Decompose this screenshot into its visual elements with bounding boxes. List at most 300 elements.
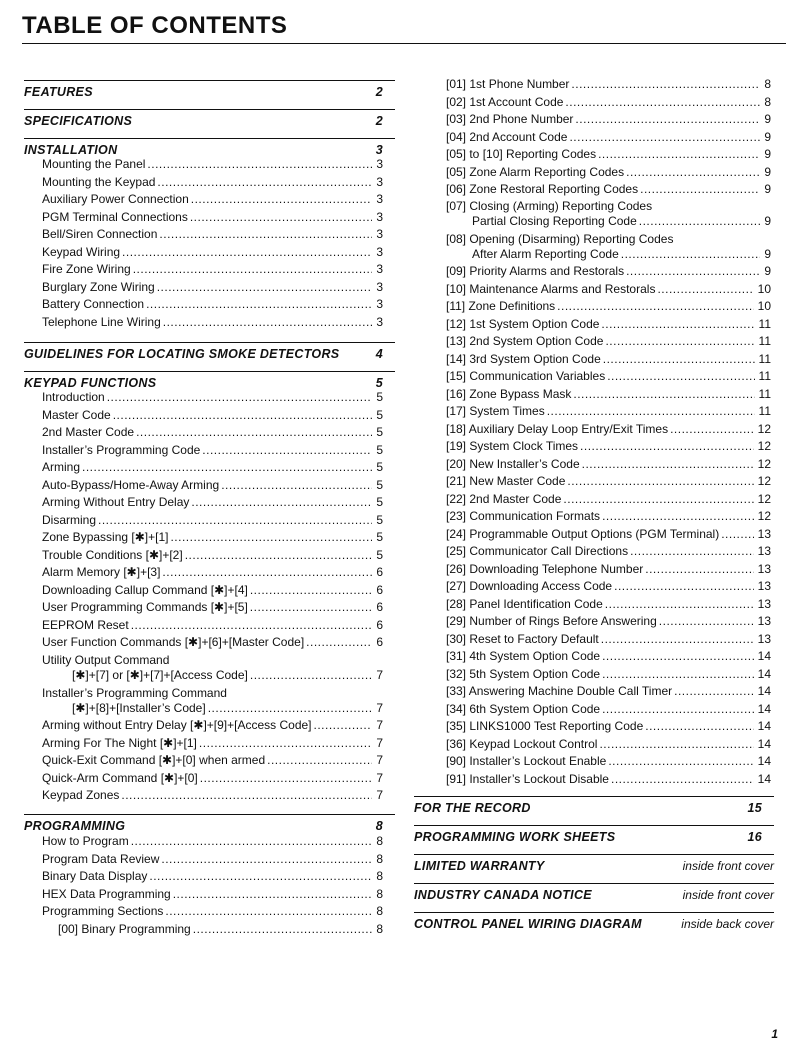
toc-entry[interactable] [446,181,771,198]
entry-continuation [472,246,771,263]
entry-title: [20] New Installer’s Code [446,456,580,471]
entry-continuation [72,667,383,684]
toc-entry[interactable] [42,851,383,868]
toc-entry[interactable] [446,718,771,735]
entry-page: 8 [764,77,771,91]
leader-dots [191,191,373,208]
entry-title: Downloading Callup Command [✱]+[4] [42,582,248,597]
toc-section-features[interactable] [24,80,395,103]
entry-title: [07] Closing (Arming) Reporting Codes [446,199,653,213]
toc-section-wiring-diagram[interactable] [414,912,774,935]
entry-title: How to Program [42,834,129,848]
entry-page: 9 [764,182,771,196]
toc-entry[interactable] [42,424,383,441]
leader-dots [557,298,753,315]
leader-dots [602,701,754,718]
leader-dots [571,76,760,93]
entry-title: EEPROM Reset [42,617,129,632]
entry-title: Arming without Entry Delay [✱]+[9]+[Access Code] [42,718,312,732]
entry-page: 9 [764,147,771,161]
entry-page: 3 [376,279,383,294]
leader-dots [573,386,754,403]
leader-dots [547,403,755,420]
leader-dots [721,526,753,543]
leader-dots [250,582,372,599]
leader-dots [250,599,373,616]
entry-title: [13] 2nd System Option Code [446,334,604,348]
entry-page: 11 [758,334,771,348]
entry-page: 14 [757,684,771,698]
entry-title: [22] 2nd Master Code [446,491,562,506]
leader-dots [602,648,754,665]
entry-page: 13 [757,631,771,646]
section-title: CONTROL PANEL WIRING DIAGRAM [414,917,642,931]
entry-title: [12] 1st System Option Code [446,316,600,331]
entry-title: [21] New Master Code [446,474,566,488]
section-title: FEATURES [24,85,93,99]
entry-title: 2nd Master Code [42,425,135,439]
leader-dots [170,529,372,546]
entry-title: [03] 2nd Phone Number [446,112,574,126]
leader-dots [149,868,372,885]
entry-page: 5 [376,495,383,509]
entry-page: 12 [757,421,771,436]
leader-dots [645,561,753,578]
toc-entry[interactable] [42,886,383,903]
entry-page: 7 [376,753,383,767]
leader-dots [601,631,754,648]
toc-entry[interactable] [42,770,383,787]
entry-title: [09] Priority Alarms and Restorals [446,264,625,278]
entry-title: Program Data Review [42,851,160,866]
leader-dots [599,736,753,753]
entry-page: 8 [376,851,383,866]
toc-entry[interactable] [446,578,771,595]
section-title: INSTALLATION [24,143,118,157]
entry-title: [15] Communication Variables [446,369,606,383]
entry-page: 9 [764,214,771,228]
section-page: 15 [747,801,762,815]
leader-dots [208,700,373,717]
toc-entry[interactable] [446,666,771,683]
title-rule [22,43,786,44]
toc-entry[interactable] [446,386,771,403]
entry-title: Burglary Zone Wiring [42,279,155,294]
leader-dots [580,438,754,455]
toc-entry[interactable] [446,368,771,385]
entry-page: 8 [376,904,383,918]
section-title: PROGRAMMING WORK SHEETS [414,830,616,844]
entry-title: [08] Opening (Disarming) Reporting Codes [446,232,674,246]
toc-entry[interactable] [42,903,383,920]
leader-dots [569,129,760,146]
toc-entry[interactable] [446,683,771,700]
toc-entry[interactable] [42,314,383,331]
entry-continuation [472,213,771,230]
leader-dots [607,368,754,385]
entry-title: Master Code [42,407,111,422]
toc-entry[interactable] [42,787,383,804]
entry-page: 3 [376,262,383,276]
entry-title: [26] Downloading Telephone Number [446,561,644,576]
entry-page: 6 [376,582,383,597]
leader-dots [146,296,372,313]
entry-page: 5 [376,530,383,544]
entry-title: Quick-Exit Command [✱]+[0] when armed [42,753,266,767]
entry-title: Installer’s Programming Code [42,442,201,457]
toc-entry[interactable] [42,617,383,634]
section-title: SPECIFICATIONS [24,114,133,128]
leader-dots [191,494,372,511]
entry-page: 7 [376,701,383,715]
toc-entry[interactable] [42,459,383,476]
toc-section-for-the-record[interactable] [414,796,774,819]
section-title: FOR THE RECORD [414,801,531,815]
leader-dots [199,735,372,752]
entry-page: 3 [376,314,383,329]
toc-entry[interactable] [446,561,771,578]
leader-dots [630,543,754,560]
entry-title: Arming For The Night [✱]+[1] [42,735,197,750]
section-page: 5 [375,376,383,390]
entry-page: 8 [376,834,383,848]
leader-dots [221,477,372,494]
entry-title: [04] 2nd Account Code [446,129,568,144]
toc-entry[interactable] [446,456,771,473]
toc-entry[interactable] [42,209,383,226]
entry-title: Introduction [42,390,105,404]
entry-page: 10 [757,281,771,296]
entry-page: 10 [757,299,771,313]
entry-page: 3 [376,227,383,241]
leader-dots [113,407,373,424]
entry-title: Mounting the Keypad [42,174,156,189]
leader-dots [159,226,372,243]
leader-dots [575,111,760,128]
entry-title: Zone Bypassing [✱]+[1] [42,530,169,544]
entry-page: 12 [757,439,771,453]
entry-title: [33] Answering Machine Double Call Timer [446,684,673,698]
entry-page: 13 [757,526,771,541]
toc-section-guidelines[interactable] [24,342,395,365]
section-title: KEYPAD FUNCTIONS [24,376,157,390]
page-title: TABLE OF CONTENTS [22,12,288,39]
entry-title: [18] Auxiliary Delay Loop Entry/Exit Times [446,421,669,436]
toc-entry[interactable] [446,771,771,788]
toc-entry[interactable] [42,529,383,546]
toc-entry[interactable] [42,564,383,581]
entry-title: [25] Communicator Call Directions [446,544,629,558]
entry-continuation [72,700,383,717]
entry-page: 7 [376,770,383,785]
toc-section-limited-warranty[interactable] [414,854,774,877]
entry-page: 3 [376,209,383,224]
entry-page: 3 [376,174,383,189]
toc-entry[interactable] [42,582,383,599]
leader-dots [670,421,754,438]
toc-entry[interactable] [42,512,383,529]
entry-page: 13 [757,596,771,611]
entry-page: 11 [758,386,771,401]
toc-entry[interactable] [446,473,771,490]
entry-page: 8 [764,94,771,109]
toc-entry[interactable] [42,599,383,616]
entry-page: 11 [758,404,771,418]
entry-page: 6 [376,600,383,614]
entry-title: [00] Binary Programming [58,921,191,936]
toc-entry[interactable] [446,438,771,455]
entry-title: Arming [42,460,81,474]
toc-entry[interactable] [446,316,771,333]
toc-entry[interactable] [446,76,771,93]
leader-dots [173,886,373,903]
entry-page: 5 [376,390,383,404]
toc-entry[interactable] [42,226,383,243]
section-page: 2 [375,85,383,99]
entry-page: 11 [758,316,771,331]
section-page: inside front cover [682,888,774,902]
toc-entry[interactable] [42,244,383,261]
entry-title: [05] to [10] Reporting Codes [446,147,597,161]
entry-page: 9 [764,264,771,278]
section-title: PROGRAMMING [24,819,126,833]
entry-title: Telephone Line Wiring [42,314,161,329]
entry-title: [19] System Clock Times [446,439,579,453]
leader-dots [306,634,372,651]
leader-dots [163,314,373,331]
toc-entry[interactable] [42,191,383,208]
entry-title: Binary Data Display [42,869,148,883]
entry-title: [28] Panel Identification Code [446,596,603,611]
entry-title: Arming Without Entry Delay [42,495,190,509]
entry-page: 5 [376,407,383,422]
toc-entry[interactable] [42,547,383,564]
entry-page: 3 [376,244,383,259]
section-page: 2 [375,114,383,128]
toc-entry[interactable] [446,491,771,508]
leader-dots [605,333,754,350]
toc-entry[interactable] [42,261,383,278]
toc-entry[interactable] [42,735,383,752]
leader-dots [193,921,373,938]
leader-dots [626,164,760,181]
toc-entry[interactable] [446,164,771,181]
leader-dots [131,833,373,850]
entry-title: HEX Data Programming [42,886,171,901]
toc-entry[interactable] [42,442,383,459]
entry-title: Mounting the Panel [42,157,146,171]
entry-page: 14 [757,719,771,733]
leader-dots [157,174,372,191]
entry-title: [27] Downloading Access Code [446,579,613,593]
leader-dots [147,156,372,173]
leader-dots [563,491,753,508]
entry-title: Battery Connection [42,297,145,311]
entry-title: [34] 6th System Option Code [446,701,601,716]
leader-dots [200,770,373,787]
entry-title: Trouble Conditions [✱]+[2] [42,547,183,562]
entry-title-cont: After Alarm Reporting Code [472,247,619,261]
entry-page: 14 [757,754,771,768]
entry-page: 7 [376,788,383,802]
toc-entry[interactable] [446,281,771,298]
leader-dots [190,209,372,226]
entry-title: [01] 1st Phone Number [446,77,570,91]
entry-page: 12 [757,491,771,506]
entry-title: [29] Number of Rings Before Answering [446,614,657,628]
toc-section-work-sheets[interactable] [414,825,774,848]
entry-title: Quick-Arm Command [✱]+[0] [42,770,198,785]
toc-entry[interactable] [42,156,383,173]
entry-title: [10] Maintenance Alarms and Restorals [446,281,656,296]
leader-dots [640,181,760,198]
toc-entry[interactable] [446,701,771,718]
leader-dots [565,94,760,111]
toc-entry[interactable] [42,477,383,494]
toc-entry[interactable] [446,648,771,665]
entry-title-cont: Partial Closing Reporting Code [472,214,637,228]
toc-entry[interactable] [446,421,771,438]
entry-page: 13 [757,561,771,576]
leader-dots [107,389,373,406]
toc-entry[interactable] [446,736,771,753]
toc-entry[interactable] [446,129,771,146]
toc-entry[interactable] [446,526,771,543]
leader-dots [161,851,372,868]
section-title: LIMITED WARRANTY [414,859,545,873]
entry-page: 7 [376,668,383,682]
entry-page: 11 [758,369,771,383]
toc-entry[interactable] [42,634,383,651]
toc-entry[interactable] [446,298,771,315]
leader-dots [626,263,760,280]
toc-entry[interactable] [42,296,383,313]
leader-dots [614,578,754,595]
leader-dots [157,279,373,296]
toc-entry[interactable] [42,279,383,296]
leader-dots [598,146,760,163]
toc-entry[interactable] [42,868,383,885]
entry-page: 14 [757,701,771,716]
entry-page: 9 [764,129,771,144]
entry-page: 12 [757,456,771,471]
toc-entry[interactable] [446,508,771,525]
leader-dots [601,316,754,333]
entry-page: 3 [376,297,383,311]
entry-page: 8 [376,869,383,883]
toc-entry[interactable] [446,753,771,770]
toc-entry[interactable] [446,543,771,560]
toc-entry[interactable] [42,833,383,850]
toc-entry[interactable] [446,351,771,368]
entry-title: Bell/Siren Connection [42,227,158,241]
entry-title: [30] Reset to Factory Default [446,631,599,646]
leader-dots [602,508,754,525]
toc-entry[interactable] [42,752,383,769]
toc-entry[interactable] [58,921,383,938]
entry-title-cont: [✱]+[7] or [✱]+[7]+[Access Code] [72,668,248,682]
entry-page: 8 [376,921,383,936]
toc-entry[interactable] [446,111,771,128]
entry-title: [17] System Times [446,404,545,418]
toc-entry[interactable] [446,146,771,163]
leader-dots [657,281,753,298]
entry-page: 12 [757,474,771,488]
entry-page: 9 [764,164,771,179]
section-title: INDUSTRY CANADA NOTICE [414,888,592,902]
leader-dots [136,424,372,441]
toc-entry[interactable] [42,717,383,734]
leader-dots [202,442,372,459]
leader-dots [645,718,753,735]
entry-title: Programming Sections [42,904,164,918]
entry-title: Auto-Bypass/Home-Away Arming [42,477,220,492]
entry-title: User Function Commands [✱]+[6]+[Master Code] [42,635,305,649]
entry-title: Disarming [42,512,97,527]
entry-page: 5 [376,477,383,492]
toc-entry[interactable] [446,403,771,420]
toc-entry[interactable] [446,631,771,648]
section-page: inside back cover [681,917,774,931]
entry-title: Fire Zone Wiring [42,262,131,276]
entry-page: 14 [757,771,771,786]
entry-title: [16] Zone Bypass Mask [446,386,572,401]
entry-page: 13 [757,579,771,593]
leader-dots [162,564,372,581]
leader-dots [250,667,372,684]
entry-title: [35] LINKS1000 Test Reporting Code [446,719,644,733]
leader-dots [602,666,754,683]
toc-section-industry-canada[interactable] [414,883,774,906]
entry-page: 9 [764,112,771,126]
toc-entry[interactable] [446,333,771,350]
entry-title: [36] Keypad Lockout Control [446,736,598,751]
entry-page: 6 [376,617,383,632]
leader-dots [611,771,754,788]
entry-title: Auxiliary Power Connection [42,192,189,206]
toc-entry[interactable] [42,407,383,424]
toc-section-specifications[interactable] [24,109,395,132]
toc-entry[interactable] [446,613,771,630]
entry-title: Keypad Zones [42,788,120,802]
entry-page: 5 [376,512,383,527]
toc-entry[interactable] [42,174,383,191]
leader-dots [165,903,372,920]
entry-page: 12 [757,509,771,523]
entry-page: 11 [758,351,771,366]
entry-page: 14 [757,666,771,681]
leader-dots [605,596,754,613]
section-title: GUIDELINES FOR LOCATING SMOKE DETECTORS [24,347,340,361]
entry-page: 14 [757,736,771,751]
toc-entry[interactable] [446,94,771,111]
toc-entry[interactable] [42,389,383,406]
entry-page: 5 [376,425,383,439]
toc-entry[interactable] [446,263,771,280]
entry-title: Utility Output Command [42,653,170,667]
leader-dots [98,512,372,529]
leader-dots [621,246,761,263]
leader-dots [131,617,373,634]
entry-title: [23] Communication Formats [446,509,601,523]
entry-page: 5 [376,547,383,562]
entry-title: [24] Programmable Output Options (PGM Terminal) [446,526,720,541]
toc-entry[interactable] [446,596,771,613]
page-number: 1 [771,1027,778,1041]
entry-title: [14] 3rd System Option Code [446,351,601,366]
entry-page: 6 [376,565,383,579]
toc-entry[interactable] [42,494,383,511]
